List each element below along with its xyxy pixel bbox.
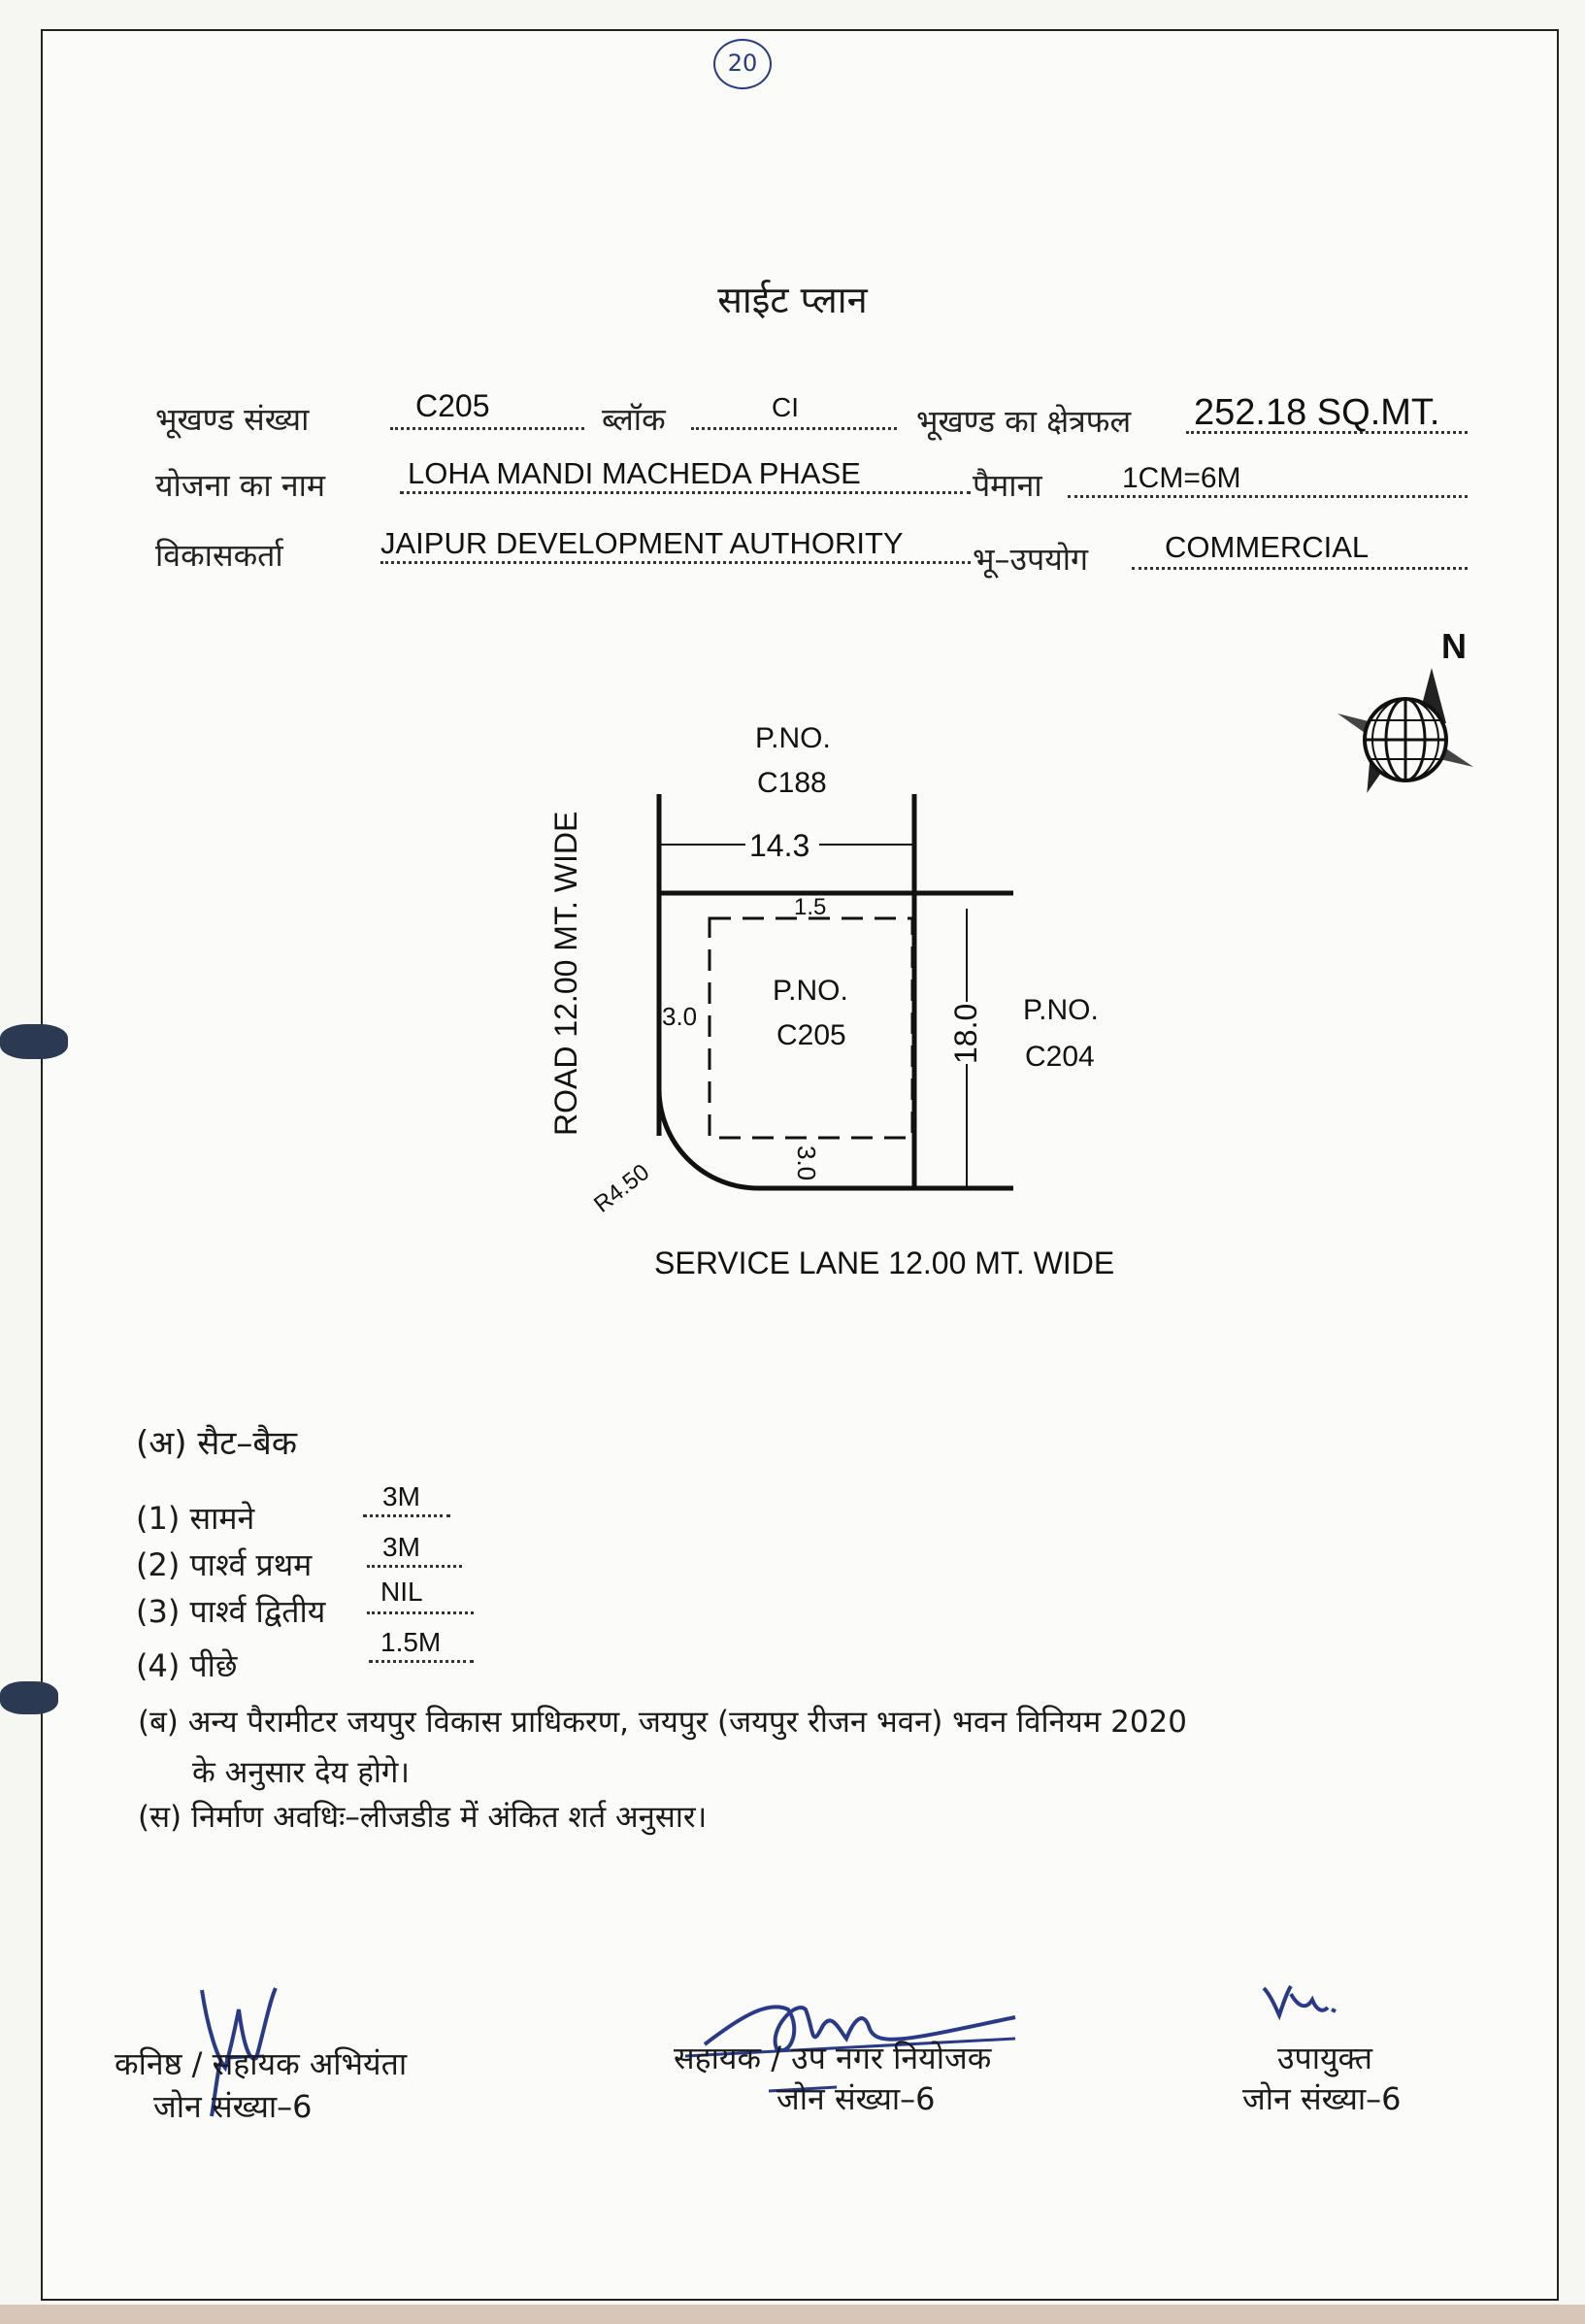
note-c-line: (स) निर्माण अवधिः–लीजडीड में अंकित शर्त अनुसार। <box>138 1800 708 1835</box>
signature-3 <box>1264 1986 1336 2015</box>
setback-top-label: 1.5 <box>794 894 827 920</box>
right-plot-label-2: C204 <box>1025 1041 1095 1073</box>
plot-no-value: C205 <box>415 388 490 423</box>
area-label: भूखण्ड का क्षेत्रफल <box>916 403 1132 440</box>
signature-zone-1: जोन संख्या–6 <box>153 2088 313 2125</box>
signature-title-3: उपायुक्त <box>1277 2040 1372 2076</box>
note-b-line2: के अनुसार देय होगे। <box>192 1755 411 1790</box>
top-plot-label-1: P.NO. <box>755 722 831 754</box>
area-value: 252.18 SQ.MT. <box>1194 392 1440 433</box>
signature-zone-3: जोन संख्या–6 <box>1242 2080 1402 2117</box>
developer-value: JAIPUR DEVELOPMENT AUTHORITY <box>380 526 904 560</box>
plot-label-2: C205 <box>776 1019 846 1051</box>
scan-edge-strip <box>0 2305 1585 2324</box>
depth-dimension: 18.0 <box>948 1003 983 1064</box>
setback-left-label: 3.0 <box>662 1002 698 1031</box>
top-plot-label-2: C188 <box>757 767 827 799</box>
north-arrow-icon <box>1337 626 1473 798</box>
scale-label: पैमाना <box>973 467 1042 504</box>
setback-front-dotline <box>363 1514 450 1517</box>
setback-heading: (अ) सैट–बैक <box>136 1424 297 1463</box>
setback-side2-value: NIL <box>380 1577 423 1607</box>
signature-title-1: कनिष्ठ / सहायक अभियंता <box>115 2045 408 2082</box>
plot-label-1: P.NO. <box>773 975 848 1007</box>
setback-rear-label: (4) पीछे <box>136 1647 238 1684</box>
signature-title-2: सहायक / उप नगर नियोजक <box>674 2040 992 2076</box>
block-value: CI <box>772 392 799 422</box>
service-lane-label: SERVICE LANE 12.00 MT. WIDE <box>654 1245 1115 1280</box>
right-plot-label-1: P.NO. <box>1023 994 1099 1026</box>
scheme-label: योजना का नाम <box>155 467 326 504</box>
plot-no-label: भूखण्ड संख्या <box>155 401 310 438</box>
north-label: N <box>1441 626 1467 666</box>
block-label: ब्लॉक <box>602 401 666 438</box>
page-number-stamp: 20 <box>713 39 772 89</box>
setback-rear-dotline <box>369 1660 474 1663</box>
setback-front-label: (1) सामने <box>136 1500 255 1537</box>
developer-label: विकासकर्ता <box>155 537 283 574</box>
landuse-value: COMMERCIAL <box>1165 530 1370 564</box>
setback-rear-value: 1.5M <box>380 1627 442 1657</box>
landuse-label: भू–उपयोग <box>973 541 1089 578</box>
page-title: साईट प्लान <box>717 279 868 321</box>
setback-front-value: 3M <box>382 1481 420 1511</box>
setback-side2-dotline <box>367 1611 474 1614</box>
width-dimension: 14.3 <box>749 828 810 863</box>
scale-value: 1CM=6M <box>1122 462 1241 494</box>
setback-side1-dotline <box>367 1565 462 1568</box>
road-left-label: ROAD 12.00 MT. WIDE <box>548 811 583 1136</box>
signature-zone-2: जोन संख्या–6 <box>776 2080 936 2117</box>
corner-radius-label: R4.50 <box>589 1159 655 1218</box>
binder-hole-mark-bottom <box>0 1681 58 1714</box>
setback-side1-label: (2) पार्श्व प्रथम <box>136 1546 313 1583</box>
setback-side2-label: (3) पार्श्व द्वितीय <box>136 1593 326 1630</box>
setback-side1-value: 3M <box>382 1532 420 1562</box>
note-b-line1: (ब) अन्य पैरामीटर जयपुर विकास प्राधिकरण, जयपुर (जयपुर रीजन भवन) भवन विनियम 2020 <box>138 1705 1187 1740</box>
scheme-value: LOHA MANDI MACHEDA PHASE <box>408 456 861 490</box>
setback-bottom-label: 3.0 <box>792 1145 821 1181</box>
